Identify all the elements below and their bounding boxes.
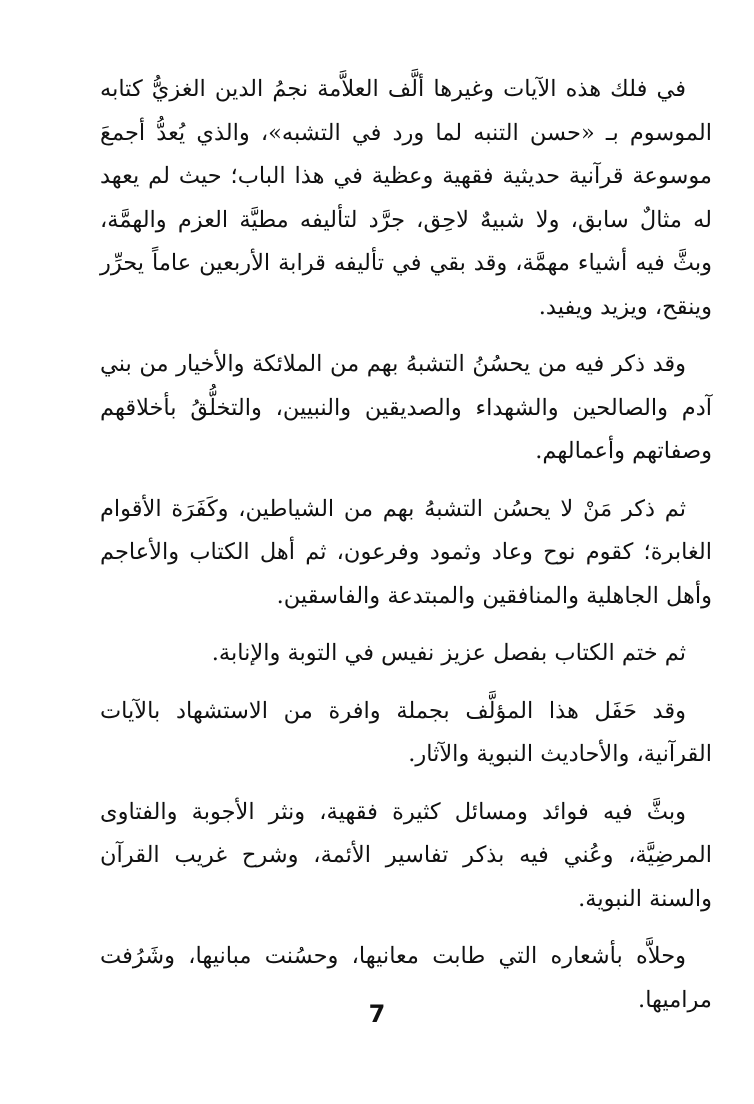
page-body [100, 68, 712, 1036]
paragraph-poetry: وحلاَّه بأشعاره التي طابت معانيها، وحسُنت مبانيها، وشَرُفت مراميها. [100, 943, 712, 1013]
paragraph-citations: وقد حَفَل هذا المؤلَّف بجملة وافرة من الاستشهاد بالآيات القرآنية، والأحاديث النبوية والآثار. [100, 697, 712, 767]
paragraph-intro: في فلك هذه الآيات وغيرها ألَّف العلاَّمة نجمُ الدين الغزيُّ كتابه الموسوم بـ «حسن التنبه لما ورد في التشبه»، والذي يُعدُّ أجمعَ موسوعة قرآنية حديثية فقهية وعظية في هذا الباب؛ حيث لم يعهد له مثالٌ سابق، ولا شبيهٌ لاحِق، جرَّد لتأليفه مطيَّة العزم والهمَّة، وبثَّ فيه أشياء مهمَّة، وقد بقي في تأليفه قرابة الأربعين عاماً يحرِّر وينقح، ويزيد ويفيد. [100, 76, 712, 320]
paragraph-benefits: وبثَّ فيه فوائد ومسائل كثيرة فقهية، ونثر الأجوبة والفتاوى المرضِيَّة، وعُني فيه بذكر تفاسير الأئمة، وشرح غريب القرآن والسنة النبوية. [100, 798, 712, 912]
page-number: 7 [368, 1000, 386, 1028]
paragraph-bad-imitation: ثم ذكر مَنْ لا يحسُن التشبهُ بهم من الشياطين، وكَفَرَة الأقوام الغابرة؛ كقوم نوح وعاد وثمود وفرعون، ثم أهل الكتاب والأعاجم وأهل الجاهلية والمنافقين والمبتدعة والفاسقين. [100, 495, 712, 609]
paragraph-closing-chapter: ثم ختم الكتاب بفصل عزيز نفيس في التوبة والإنابة. [211, 640, 686, 666]
paragraph-good-imitation: وقد ذكر فيه من يحسُنُ التشبهُ بهم من الملائكة والأخيار من بني آدم والصالحين والشهداء والصديقين والنبيين، والتخلُّقُ بأخلاقهم وصفاتهم وأعمالهم. [100, 351, 712, 464]
